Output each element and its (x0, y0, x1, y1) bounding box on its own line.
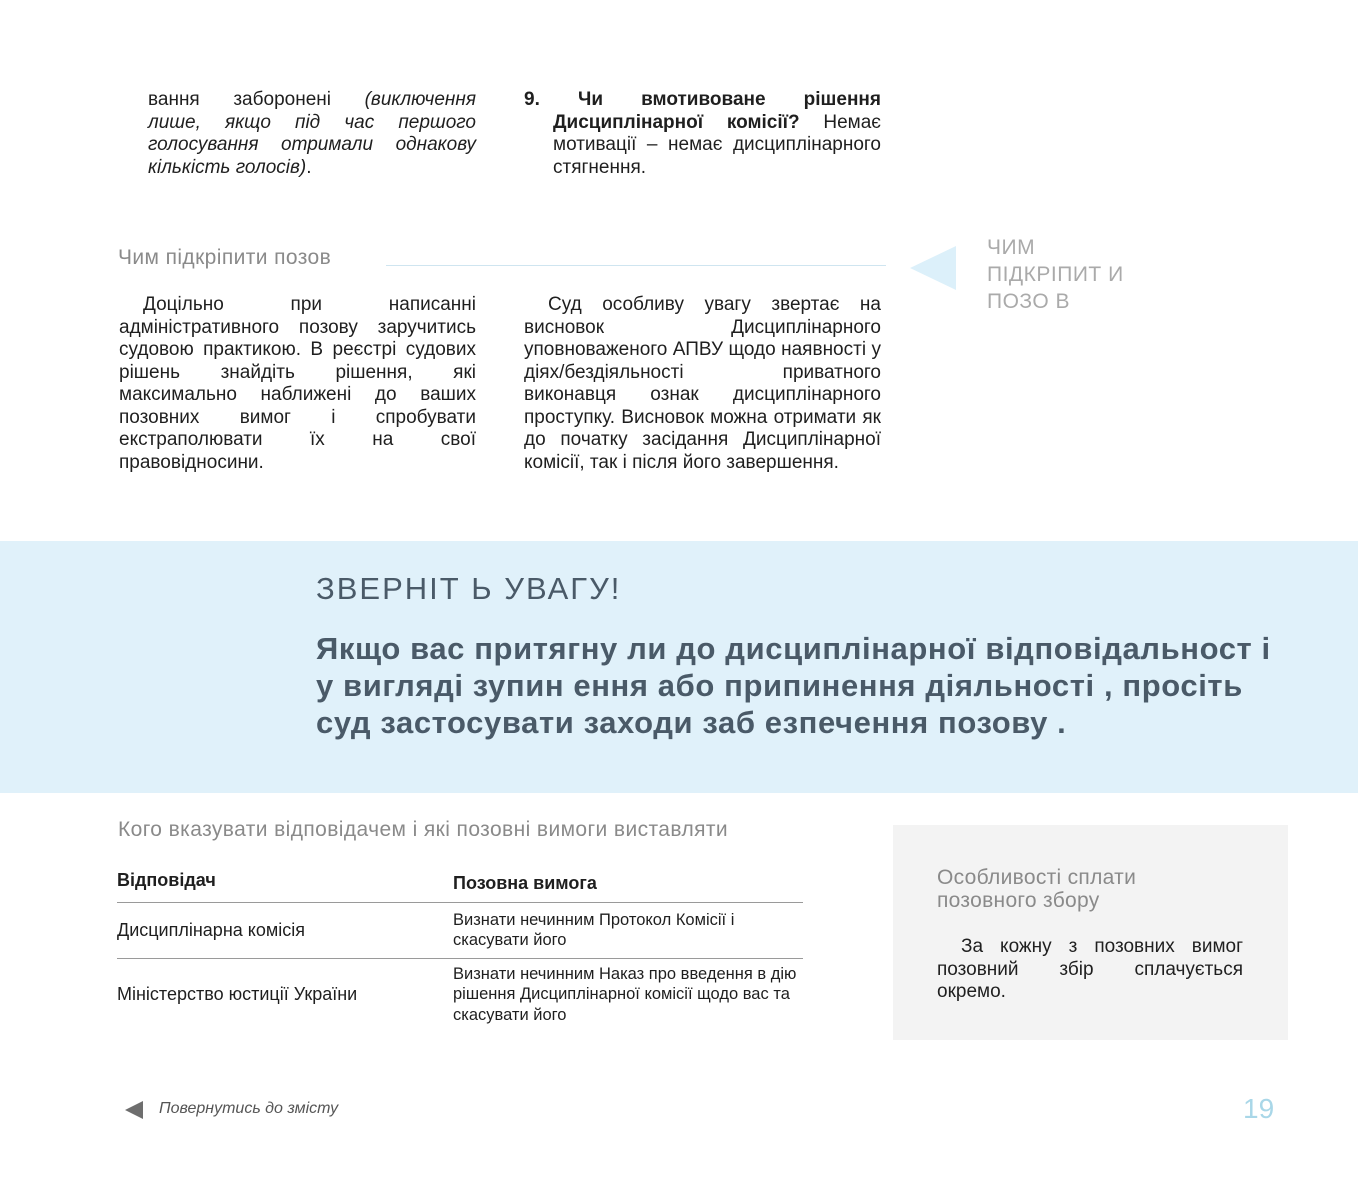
attention-text (316, 630, 1316, 741)
question-9-text: Немає мотивації – немає дисциплінарного стягнення. (553, 111, 881, 178)
support-right-paragraph: Суд особливу увагу звертає на висновок Дисциплінарного уповноваженого АПВУ щодо наявності у діях/бездіяльності приватного виконавця ознак дисциплінарного проступку. Висновок можна отримати як до початку засідання Дисциплінарної комісії, так і після його завершення. (524, 294, 881, 473)
top-left-text: вання заборонені (148, 89, 365, 110)
attention-heading: ЗВЕРНІТ Ь УВАГУ! (316, 571, 622, 606)
fee-title-line-2: позовного збору (937, 889, 1100, 912)
table-row (117, 958, 803, 1030)
side-section-label (987, 234, 1124, 315)
header-respondent: Відповідач (117, 869, 216, 890)
respondents-section-title: Кого вказувати відповідачем і які позовні вимоги виставляти (118, 818, 729, 841)
table-header-row (117, 860, 803, 902)
support-left-paragraph: Доцільно при написанні адміністративного позову заручитись судовою практикою. В реєстрі судових рішень знайдіть рішення, які максимально наближені до ваших позовних вимог і спробувати екстраполювати їх на свої правовідносини. (119, 294, 476, 473)
fee-title-line-1: Особливості сплати (937, 866, 1137, 889)
claim-cell: Визнати нечинним Протокол Комісії і скасувати його (453, 910, 735, 949)
fee-info-box (893, 825, 1288, 1040)
claim-cell: Визнати нечинним Наказ про введення в дію рішення Дисциплінарної комісії щодо вас та скасувати його (453, 964, 797, 1024)
page-number: 19 (1243, 1093, 1275, 1124)
table-row (117, 902, 803, 958)
side-label-line-1: ЧИМ (987, 236, 1036, 259)
fee-box-title (937, 866, 1136, 912)
top-left-paragraph (148, 89, 476, 179)
fee-box-text: За кожну з позовних вимог позовний збір сплачується окремо. (937, 936, 1243, 1002)
top-right-paragraph (524, 89, 881, 179)
side-label-line-3: ПОЗО В (987, 290, 1071, 313)
attention-line-1: Якщо вас притягну ли до дисциплінарної відповідальност і (316, 631, 1271, 666)
respondent-cell: Дисциплінарна комісія (117, 919, 305, 940)
header-claim: Позовна вимога (453, 872, 597, 893)
attention-banner (0, 541, 1358, 793)
top-left-italic-text: (виключення лише, якщо під час першого голосування отримали однакову кількість голосів) (148, 89, 476, 178)
respondents-table (117, 860, 803, 1030)
attention-line-2: у вигляді зупин ення або припинення діяльності , просіть (316, 668, 1243, 703)
respondent-cell: Міністерство юстиції України (117, 983, 358, 1004)
question-9-heading: 9. Чи вмотивоване рішення Дисциплінарної комісії? (524, 89, 881, 133)
back-arrow-icon[interactable] (125, 1101, 143, 1119)
back-to-contents-link[interactable]: Повернутись до змісту (159, 1100, 339, 1117)
side-arrow-icon (910, 246, 956, 290)
section-divider (386, 265, 886, 266)
support-section-title: Чим підкріпити позов (118, 246, 332, 269)
side-label-line-2: ПІДКРІПИТ И (987, 263, 1124, 286)
attention-line-3: суд застосувати заходи заб езпечення позову . (316, 705, 1067, 740)
top-left-punct: . (306, 156, 312, 178)
